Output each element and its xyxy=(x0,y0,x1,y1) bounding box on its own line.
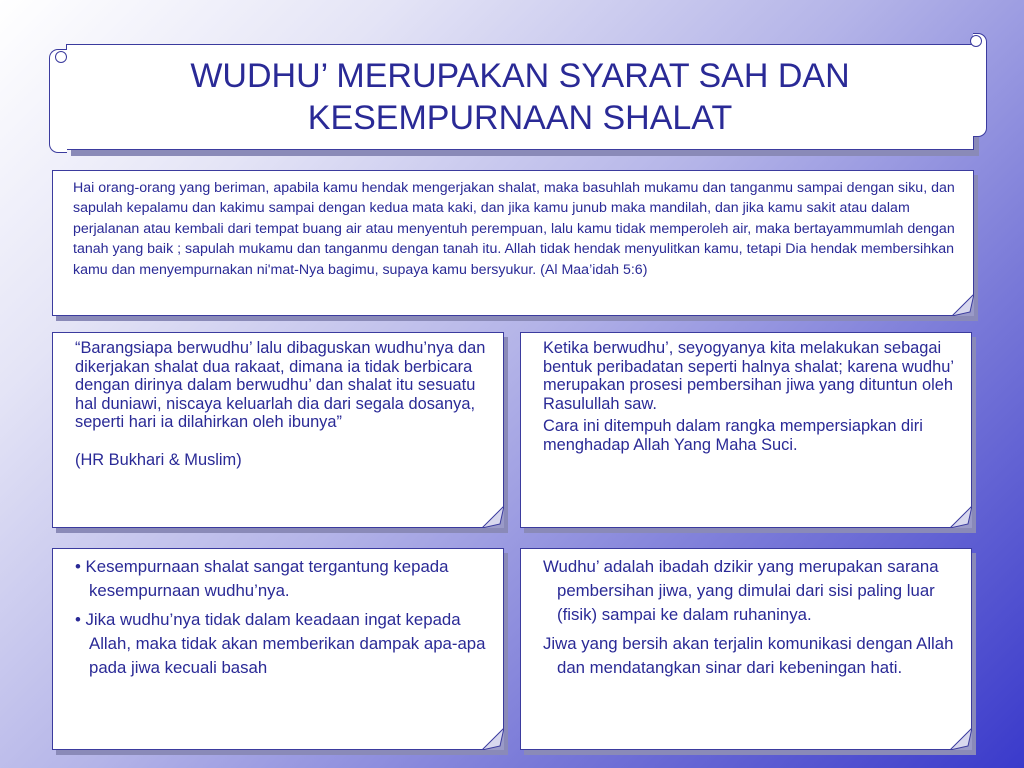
folded-corner-icon xyxy=(950,728,972,750)
dzikir-paragraph-2: Jiwa yang bersih akan terjalin komunikasi dengan Allah dan mendatangkan sinar dari kebeningan hati. xyxy=(543,634,954,677)
folded-corner-icon xyxy=(952,294,974,316)
list-item: • Jika wudhu’nya tidak dalam keadaan ingat kepada Allah, maka tidak akan memberikan dampak apa-apa pada jiwa kecuali basah xyxy=(75,610,486,677)
verse-box xyxy=(52,170,974,316)
kesempurnaan-list xyxy=(75,555,489,680)
scroll-curl-right xyxy=(973,33,987,137)
scroll-curl-left xyxy=(49,49,67,153)
page-title: WUDHU’ MERUPAKAN SYARAT SAH DAN KESEMPURNAAN SHALAT xyxy=(190,57,850,137)
hadith-card xyxy=(52,332,504,528)
list-item: • Kesempurnaan shalat sangat tergantung kepada kesempurnaan wudhu’nya. xyxy=(75,557,449,600)
verse-text: Hai orang-orang yang beriman, apabila kamu hendak mengerjakan shalat, maka basuhlah mukamu dan tanganmu sampai dengan siku, dan sapulah kepalamu dan kakimu sampai dengan kedua mata kaki, dan jika kamu junub maka mandilah, dan jika kamu sakit atau dalam perjalanan atau kembali dari tempat buang air atau menyentuh perempuan, lalu kamu tidak memperoleh air, maka bertayammumlah dengan tanah yang baik ; sapulah mukamu dan tanganmu dengan tanah itu. Allah tidak hendak menyulitkan kamu, tetapi Dia hendak membersihkan kamu dan menyempurnakan ni'mat-Nya bagimu, supaya kamu bersyukur. (Al Maa’idah 5:6) xyxy=(73,180,955,278)
hadith-source: (HR Bukhari & Muslim) xyxy=(75,450,242,469)
dzikir-card xyxy=(520,548,972,750)
ibadah-paragraph-1: Ketika berwudhu’, seyogyanya kita melakukan sebagai bentuk peribadatan seperti halnya shalat; karena wudhu’ merupakan prosesi pembersihan jiwa yang dituntun oleh Rasulullah saw. xyxy=(543,339,954,413)
title-scroll xyxy=(66,44,974,150)
ibadah-paragraph-2: Cara ini ditempuh dalam rangka mempersiapkan diri menghadap Allah Yang Maha Suci. xyxy=(543,417,923,454)
folded-corner-icon xyxy=(482,506,504,528)
folded-corner-icon xyxy=(950,506,972,528)
hadith-text: “Barangsiapa berwudhu’ lalu dibaguskan wudhu’nya dan dikerjakan shalat dua rakaat, dimana ia tidak berbicara dengan dirinya dalam berwudhu’ dan shalat itu sesuatu hal duniawi, niscaya keluarlah dia dari segala dosanya, seperti hari ia dilahirkan oleh ibunya” xyxy=(75,339,486,432)
ibadah-card xyxy=(520,332,972,528)
dzikir-paragraph-1: Wudhu’ adalah ibadah dzikir yang merupakan sarana pembersihan jiwa, yang dimulai dari sisi paling luar (fisik) sampai ke dalam ruhaninya. xyxy=(543,557,939,624)
scroll-knob-left xyxy=(55,51,67,63)
scroll-knob-right xyxy=(970,35,982,47)
kesempurnaan-card xyxy=(52,548,504,750)
folded-corner-icon xyxy=(482,728,504,750)
